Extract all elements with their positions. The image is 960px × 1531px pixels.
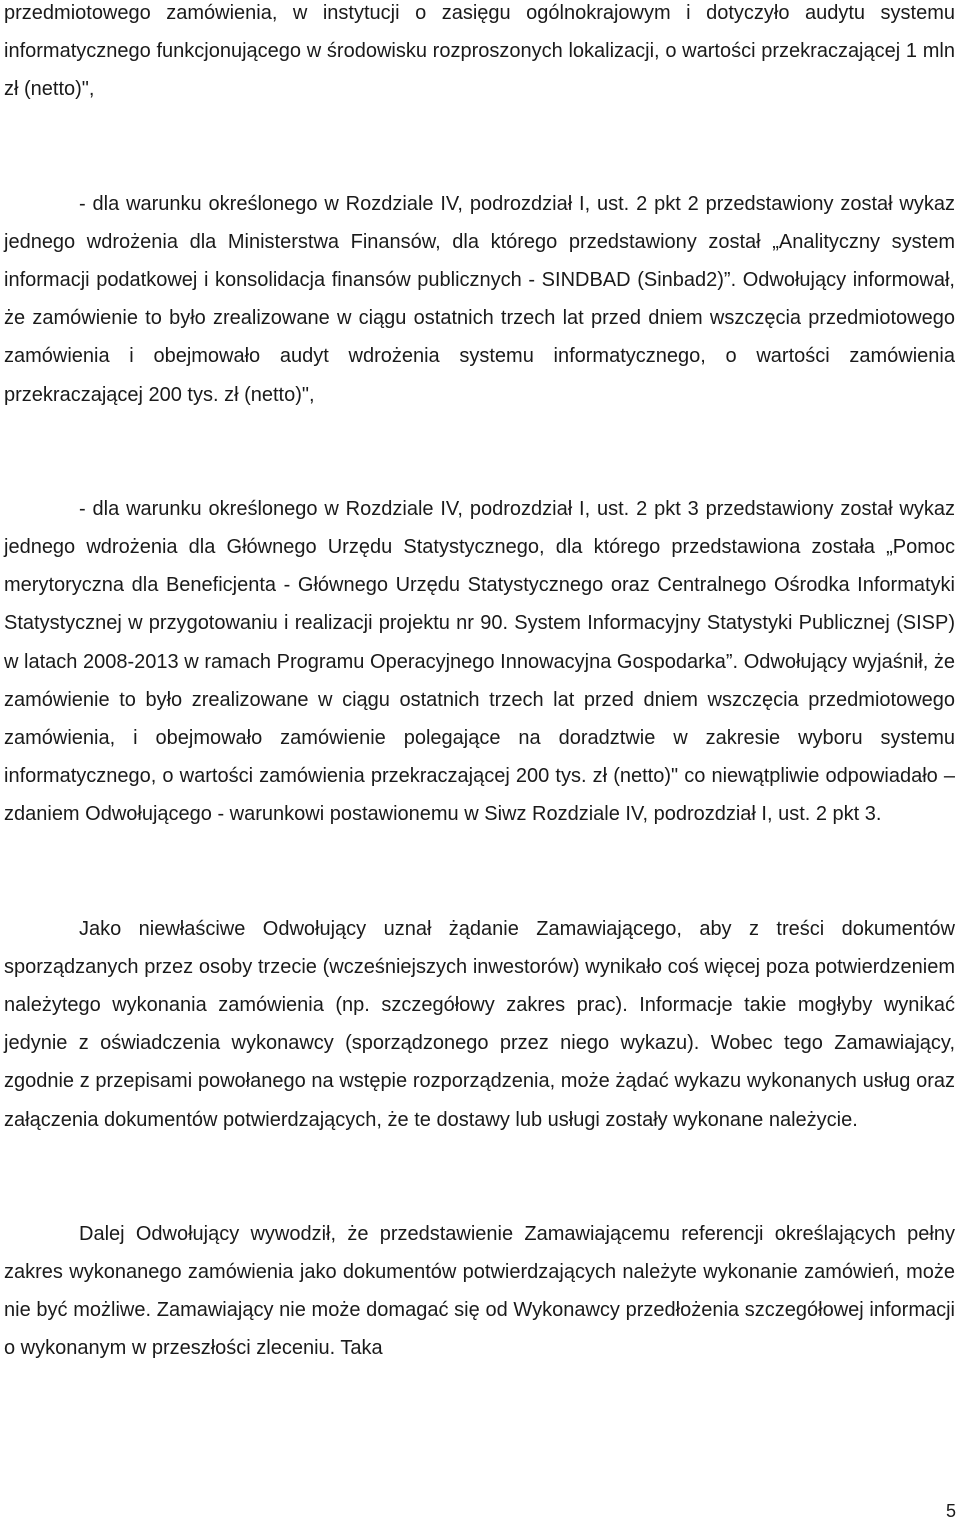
paragraph-continuation: przedmiotowego zamówienia, w instytucji o zasięgu ogólnokrajowym i dotyczyło audytu systemu informatycznego funkcjonującego w środowisku rozproszonych lokalizacji, o wartości przekraczającej 1 mln zł (netto)", — [4, 2, 955, 101]
paragraph-references: Dalej Odwołujący wywodził, że przedstawienie Zamawiającemu referencji określających pełny zakres wykonanego zamówienia jako dokumentów potwierdzających należyte wykonanie zamówień, może nie być możliwe. Zamawiający nie może domagać się od Wykonawcy przedłożenia szczegółowej informacji o wykonanym w przeszłości zleceniu. Taka — [4, 1222, 955, 1360]
paragraph-condition-2: - dla warunku określonego w Rozdziale IV, podrozdział I, ust. 2 pkt 2 przedstawiony został wykaz jednego wdrożenia dla Ministerstwa Finansów, dla którego przedstawiony został „Analityczny system informacji podatkowej i konsolidacja finansów publicznych - SINDBAD (Sinbad2)”. Odwołujący informował, że zamówienie to było zrealizowane w ciągu ostatnich trzech lat przed dniem wszczęcia przedmiotowego zamówienia i obejmowało audyt wdrożenia systemu informatycznego, o wartości zamówienia przekraczającej 200 tys. zł (netto)", — [4, 192, 955, 406]
paragraph-objection: Jako niewłaściwe Odwołujący uznał żądanie Zamawiającego, aby z treści dokumentów sporządzanych przez osoby trzecie (wcześniejszych inwestorów) wynikało coś więcej poza potwierdzeniem należytego wykonania zamówienia (np. szczegółowy zakres prac). Informacje takie mogłyby wynikać jedynie z oświadczenia wykonawcy (sporządzonego przez niego wykazu). Wobec tego Zamawiający, zgodnie z przepisami powołanego na wstępie rozporządzenia, może żądać wykazu wykonanych usług oraz załączenia dokumentów potwierdzających, że te dostawy lub usługi zostały wykonane należycie. — [4, 917, 955, 1131]
paragraph-condition-3: - dla warunku określonego w Rozdziale IV, podrozdział I, ust. 2 pkt 3 przedstawiony został wykaz jednego wdrożenia dla Głównego Urzędu Statystycznego, dla którego przedstawiona została „Pomoc merytoryczna dla Beneficjenta - Głównego Urzędu Statystycznego oraz Centralnego Ośrodka Informatyki Statystycznej w przygotowaniu i realizacji projektu nr 90. System Informacyjny Statystyki Publicznej (SISP) w latach 2008-2013 w ramach Programu Operacyjnego Innowacyjna Gospodarka”. Odwołujący wyjaśnił, że zamówienie to było zrealizowane w ciągu ostatnich trzech lat przed dniem wszczęcia przedmiotowego zamówienia, i obejmowało zamówienie polegające na doradztwie w zakresie wyboru systemu informatycznego, o wartości zamówienia przekraczającej 200 tys. zł (netto)" co niewątpliwie odpowiadało – zdaniem Odwołującego - warunkowi postawionemu w Siwz Rozdziale IV, podrozdział I, ust. 2 pkt 3. — [4, 497, 955, 826]
page-number: 5 — [945, 1501, 956, 1521]
document-page — [4, 0, 955, 1368]
